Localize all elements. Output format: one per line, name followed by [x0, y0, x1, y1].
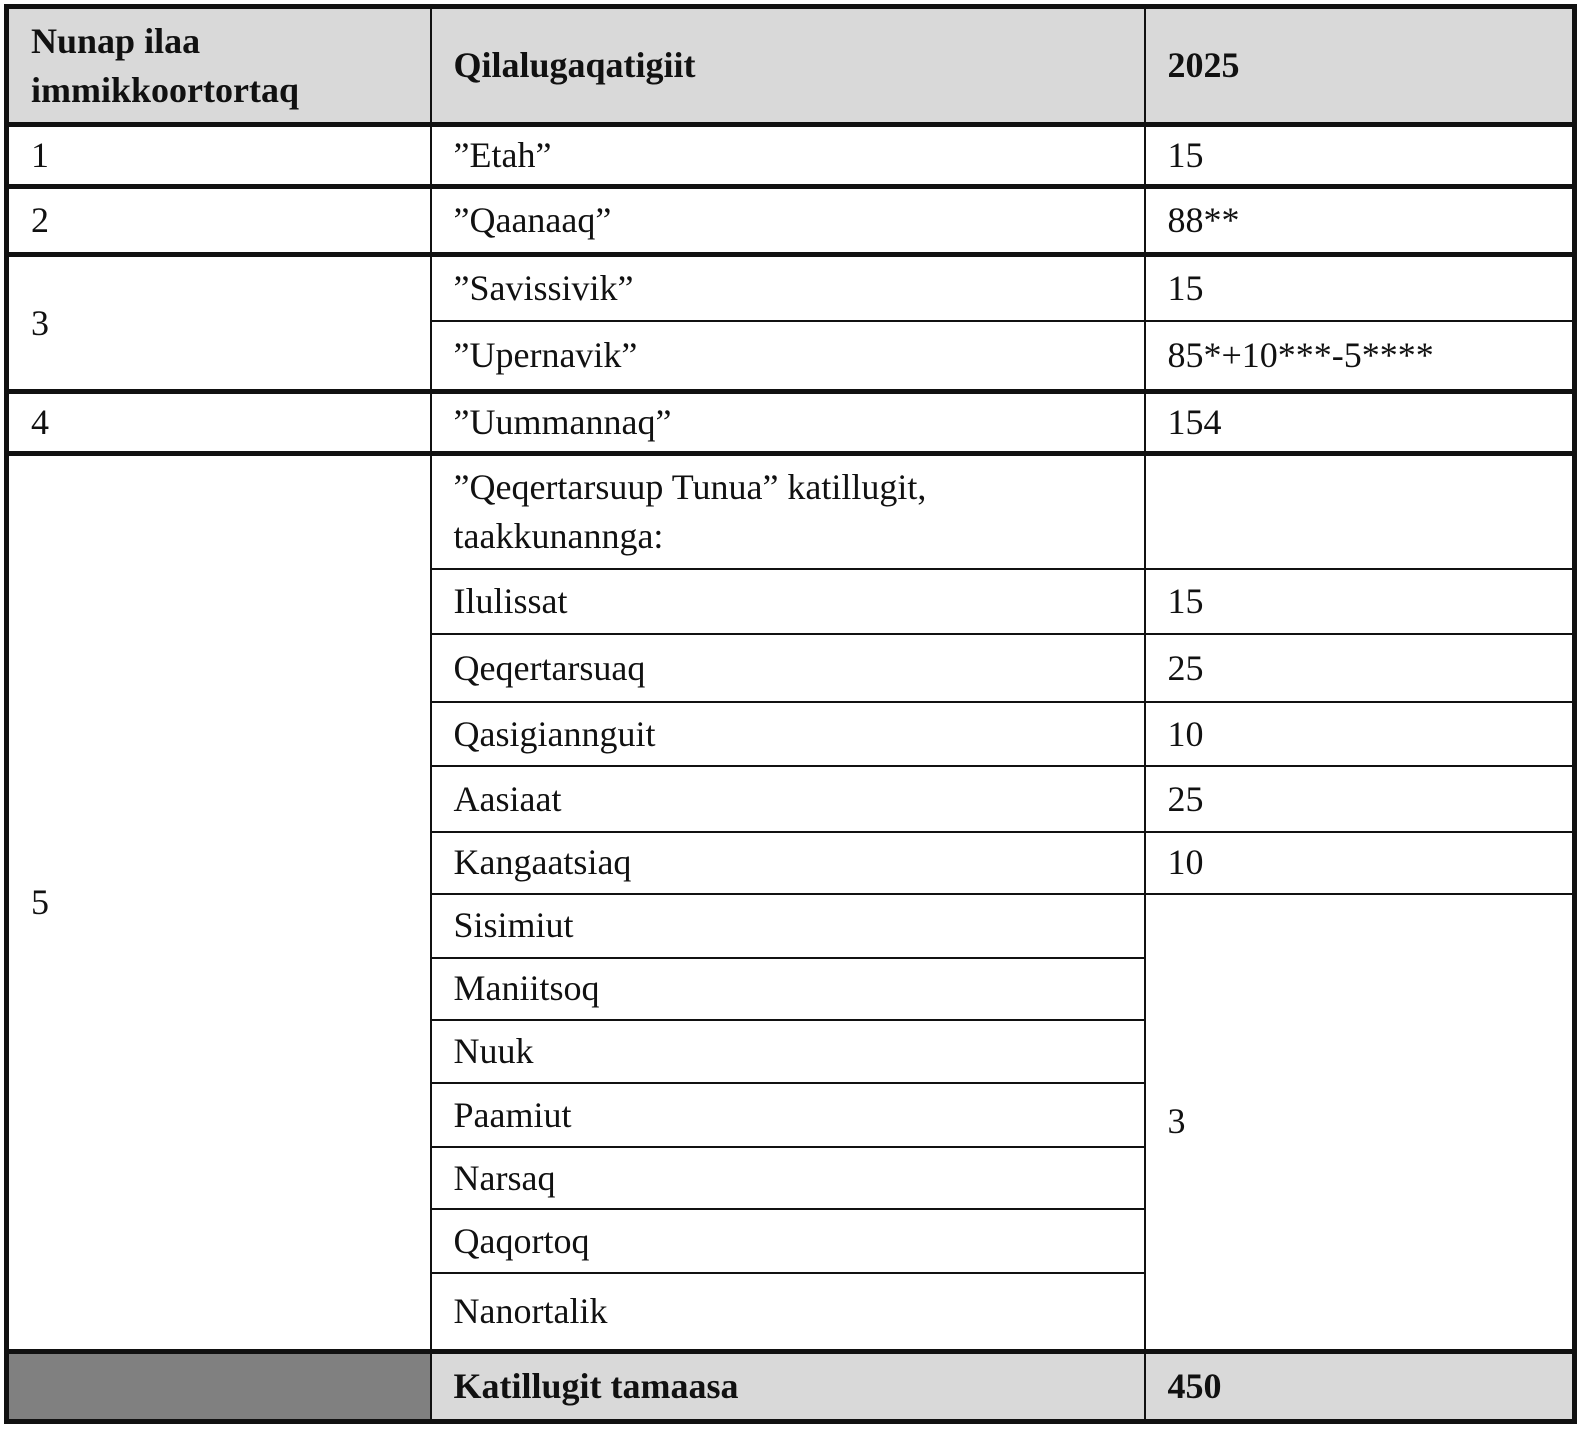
- header-stock: Qilalugaqatigiit: [431, 7, 1145, 125]
- quota-cell: [1145, 453, 1575, 569]
- stock-cell: Nanortalik: [431, 1273, 1145, 1351]
- table-row: [7, 391, 1575, 453]
- zone-cell: 5: [7, 453, 431, 1351]
- stock-cell: ”Qeqertarsuup Tunua” katillugit, taakkunannga:: [431, 453, 1145, 569]
- stock-cell: ”Uummannaq”: [431, 391, 1145, 453]
- zone-cell: 1: [7, 125, 431, 187]
- stock-cell: Qaqortoq: [431, 1209, 1145, 1273]
- total-value: 450: [1145, 1351, 1575, 1421]
- header-year: 2025: [1145, 7, 1575, 125]
- quota-cell: 15: [1145, 255, 1575, 321]
- stock-cell: Paamiut: [431, 1083, 1145, 1147]
- quota-cell: 15: [1145, 569, 1575, 634]
- table-row: [7, 453, 1575, 569]
- stock-cell: Sisimiut: [431, 894, 1145, 958]
- stock-cell: Maniitsoq: [431, 958, 1145, 1020]
- stock-cell: Ilulissat: [431, 569, 1145, 634]
- quota-cell: 85*+10***-5****: [1145, 321, 1575, 391]
- quota-cell: 25: [1145, 634, 1575, 702]
- stock-cell: Qasigiannguit: [431, 702, 1145, 766]
- zone-cell: 2: [7, 187, 431, 255]
- zone-cell: 3: [7, 255, 431, 391]
- stock-cell: Aasiaat: [431, 766, 1145, 831]
- quota-cell: 154: [1145, 391, 1575, 453]
- stock-cell: Nuuk: [431, 1020, 1145, 1083]
- quota-cell: 88**: [1145, 187, 1575, 255]
- stock-cell: ”Qaanaaq”: [431, 187, 1145, 255]
- stock-cell: ”Etah”: [431, 125, 1145, 187]
- zone-cell: 4: [7, 391, 431, 453]
- total-label: Katillugit tamaasa: [431, 1351, 1145, 1421]
- total-blank-cell: [7, 1351, 431, 1421]
- quota-cell: 10: [1145, 832, 1575, 894]
- quota-cell: 10: [1145, 702, 1575, 766]
- table-row: [7, 187, 1575, 255]
- stock-cell: Kangaatsiaq: [431, 832, 1145, 894]
- header-row: [7, 7, 1575, 125]
- quota-cell: 25: [1145, 766, 1575, 831]
- stock-cell: Qeqertarsuaq: [431, 634, 1145, 702]
- total-row: [7, 1351, 1575, 1421]
- quota-cell: 15: [1145, 125, 1575, 187]
- table-row: [7, 255, 1575, 321]
- stock-cell: Narsaq: [431, 1147, 1145, 1209]
- header-zone: Nunap ilaa immikkoortortaq: [7, 7, 431, 125]
- table-row: [7, 125, 1575, 187]
- quota-table: [4, 4, 1577, 1424]
- stock-cell: ”Savissivik”: [431, 255, 1145, 321]
- quota-cell: 3: [1145, 894, 1575, 1352]
- stock-cell: ”Upernavik”: [431, 321, 1145, 391]
